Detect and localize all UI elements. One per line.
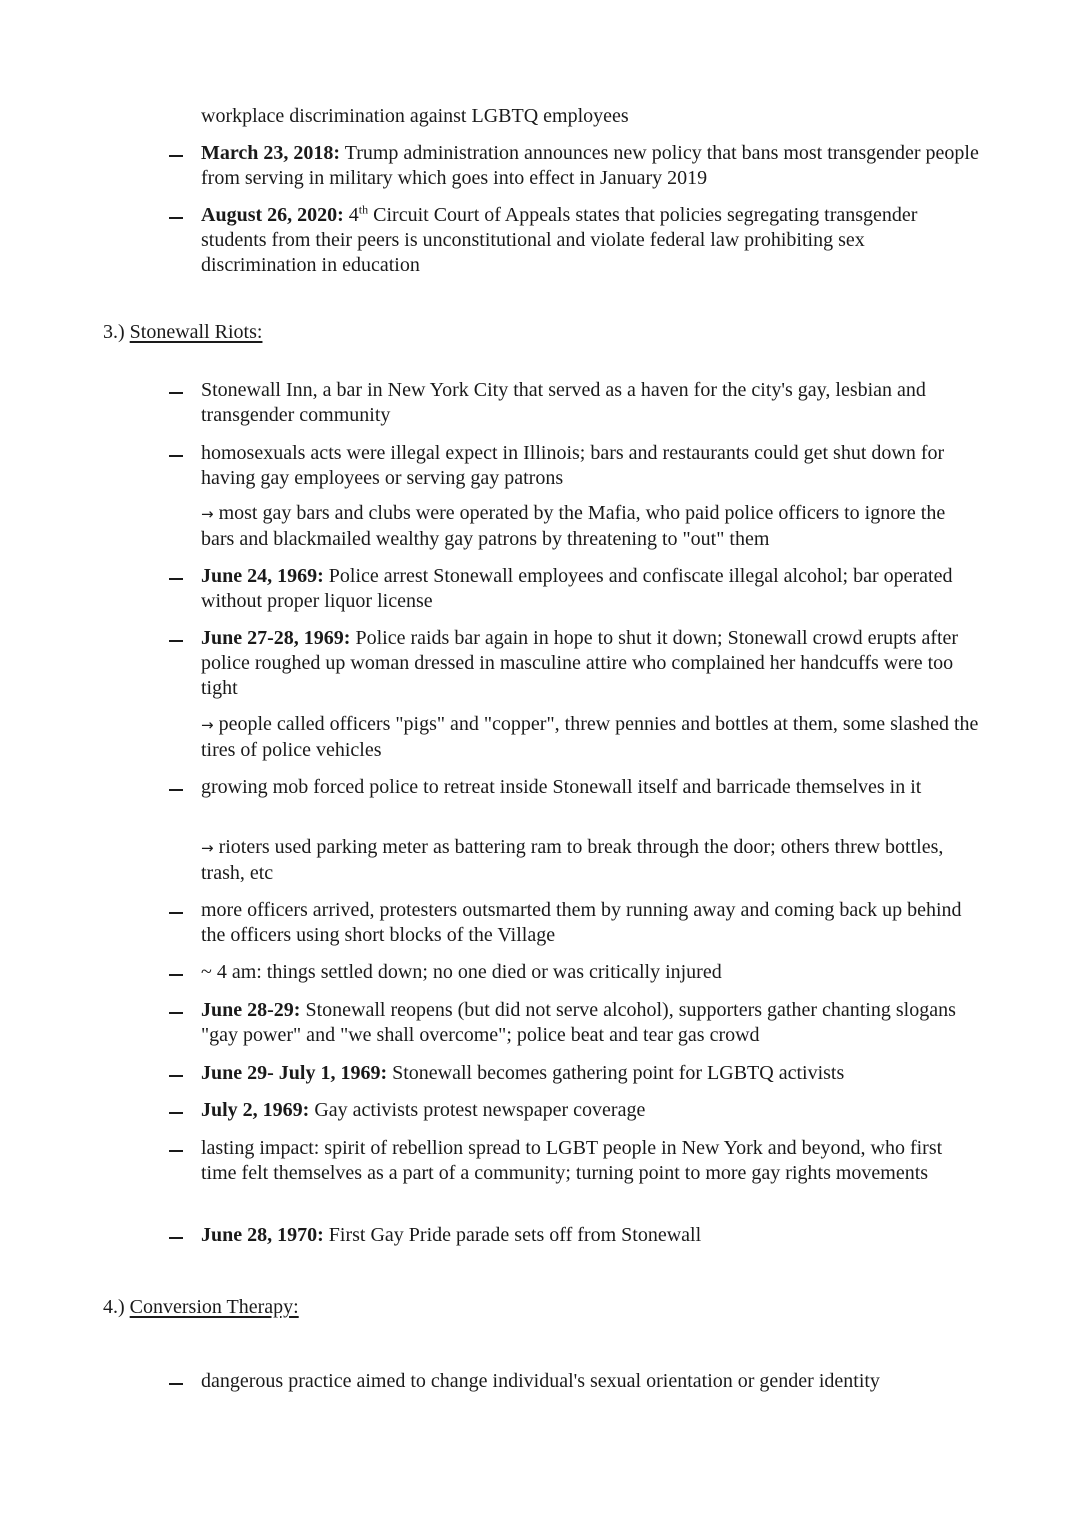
list-item <box>201 1098 981 1123</box>
bullet-dash <box>169 1075 183 1077</box>
continuation-line: workplace discrimination against LGBTQ employees <box>201 105 629 127</box>
sub-item <box>201 835 981 886</box>
list-item <box>201 564 981 614</box>
bullet-dash <box>169 578 183 580</box>
item-ordinal-suffix: th <box>358 202 369 217</box>
bullet-dash <box>169 1112 183 1114</box>
bullet-dash <box>169 789 183 791</box>
item-ordinal: 4 <box>348 204 359 226</box>
item-date: June 28-29: <box>201 999 301 1021</box>
list-item <box>201 1369 981 1394</box>
item-text: more officers arrived, protesters outsmarted them by running away and coming back up behind the officers using short blocks of the Village <box>201 899 962 946</box>
list-item <box>201 1223 981 1248</box>
section-heading <box>103 320 262 345</box>
arrow-icon: → <box>201 716 214 734</box>
item-text: Police arrest Stonewall employees and confiscate illegal alcohol; bar operated without proper liquor license <box>201 565 953 612</box>
bullet-dash <box>169 1237 183 1239</box>
item-text: First Gay Pride parade sets off from Stonewall <box>328 1224 702 1246</box>
list-item <box>201 1061 981 1086</box>
item-text: Trump administration announces new policy that bans most transgender people from serving in military which goes into effect in January 2019 <box>201 142 979 189</box>
bullet-dash <box>169 155 183 157</box>
bullet-dash <box>169 1383 183 1385</box>
bullet-dash <box>169 912 183 914</box>
list-item <box>201 960 981 985</box>
item-text: Circuit Court of Appeals states that policies segregating transgender students from their peers is unconstitutional and violate federal law prohibiting sex discrimination in education <box>201 204 918 276</box>
arrow-icon: → <box>201 505 214 523</box>
list-item <box>201 141 981 191</box>
item-text: rioters used parking meter as battering ram to break through the door; others threw bottles, trash, etc <box>201 836 944 884</box>
list-item <box>201 441 981 491</box>
bullet-dash <box>169 640 183 642</box>
sub-item <box>201 712 981 763</box>
item-date: August 26, 2020: <box>201 204 344 226</box>
bullet-dash <box>169 1150 183 1152</box>
item-date: June 24, 1969: <box>201 565 324 587</box>
list-item <box>201 998 981 1048</box>
item-text: people called officers "pigs" and "copper", threw pennies and bottles at them, some slashed the tires of police vehicles <box>201 713 979 761</box>
list-item <box>201 378 981 428</box>
item-text: Stonewall reopens (but did not serve alcohol), supporters gather chanting slogans "gay power" and "we shall overcome"; police beat and tear gas crowd <box>201 999 956 1046</box>
arrow-icon: → <box>201 839 214 857</box>
item-text: homosexuals acts were illegal expect in Illinois; bars and restaurants could get shut down for having gay employees or serving gay patrons <box>201 442 945 489</box>
item-text: most gay bars and clubs were operated by the Mafia, who paid police officers to ignore the bars and blackmailed wealthy gay patrons by threatening to "out" them <box>201 502 946 550</box>
item-date: June 27-28, 1969: <box>201 627 351 649</box>
item-text: growing mob forced police to retreat inside Stonewall itself and barricade themselves in it <box>201 776 922 798</box>
item-text: Stonewall becomes gathering point for LGBTQ activists <box>392 1062 845 1084</box>
bullet-dash <box>169 974 183 976</box>
item-date: June 28, 1970: <box>201 1224 324 1246</box>
section-title: Stonewall Riots: <box>129 321 263 343</box>
section-title: Conversion Therapy: <box>129 1296 299 1318</box>
section-number: 3.) <box>103 321 125 343</box>
item-text: Stonewall Inn, a bar in New York City that served as a haven for the city's gay, lesbian and transgender community <box>201 379 926 426</box>
bullet-dash <box>169 455 183 457</box>
list-item <box>201 898 981 948</box>
item-text: dangerous practice aimed to change individual's sexual orientation or gender identity <box>201 1370 880 1392</box>
item-date: July 2, 1969: <box>201 1099 310 1121</box>
bullet-dash <box>169 1012 183 1014</box>
section-heading <box>103 1295 299 1320</box>
item-text: Police raids bar again in hope to shut it down; Stonewall crowd erupts after police roughed up woman dressed in masculine attire who complained her handcuffs were too tight <box>201 627 959 699</box>
item-date: June 29- July 1, 1969: <box>201 1062 388 1084</box>
list-item <box>201 626 981 701</box>
bullet-dash <box>169 217 183 219</box>
sub-item <box>201 501 981 552</box>
item-text: ~ 4 am: things settled down; no one died or was critically injured <box>201 961 722 983</box>
bullet-dash <box>169 392 183 394</box>
list-item <box>201 203 981 278</box>
item-text: Gay activists protest newspaper coverage <box>314 1099 646 1121</box>
list-item <box>201 775 981 800</box>
item-text: lasting impact: spirit of rebellion spread to LGBT people in New York and beyond, who first time felt themselves as a part of a community; turning point to more gay rights movements <box>201 1137 943 1184</box>
list-item <box>201 1136 981 1186</box>
section-number: 4.) <box>103 1296 125 1318</box>
item-date: March 23, 2018: <box>201 142 341 164</box>
